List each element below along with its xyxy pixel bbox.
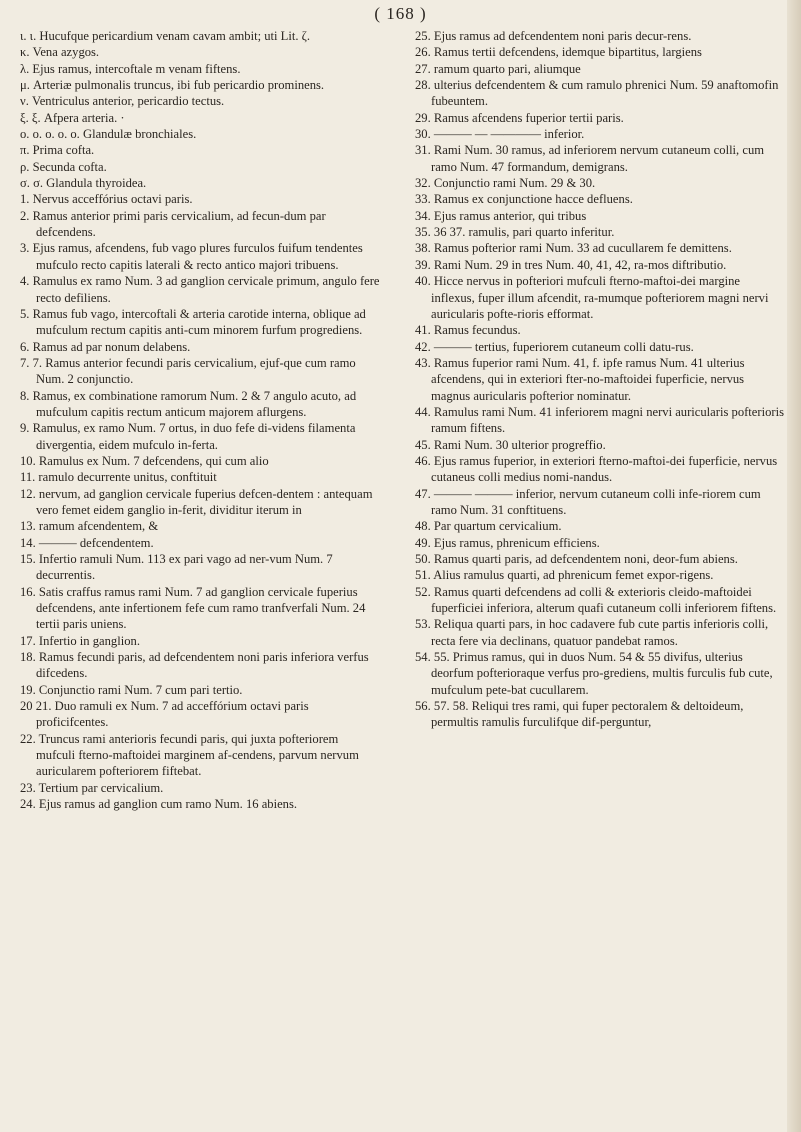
legend-entry: 18. Ramus fecundi paris, ad defcendentem noni paris inferiora verfus difcedens.	[20, 650, 369, 681]
legend-entry: 5. Ramus fub vago, intercoftali & arteria carotide interna, oblique ad mufculum rectum capitis anti-cum minorem furfum progrediens.	[20, 306, 366, 338]
legend-entry: 40. Hicce nervus in pofteriori mufculi fterno-maftoi-dei margine inflexus, fuper illum afcendit, ra-mumque pofteriorem magni nervi auricularis pofte-rioris efformat.	[415, 274, 769, 321]
legend-entry: 15. Infertio ramuli Num. 113 ex pari vago ad ner-vum Num. 7 decurrentis.	[20, 552, 333, 583]
legend-entry: π. Prima cofta.	[20, 143, 95, 158]
legend-entry: 54. 55. Primus ramus, qui in duos Num. 54 & 55 divifus, ulterius deorfum pofterioraque verfus pro-grediens, multis furculis fub cute, mufculum pete-bat cucullarem.	[415, 650, 773, 697]
legend-entry: 13. ramum afcendentem, &	[20, 519, 159, 534]
right-column	[415, 28, 785, 731]
legend-entry: 35. 36 37. ramulis, pari quarto inferitur.	[415, 225, 615, 240]
legend-entry: 24. Ejus ramus ad ganglion cum ramo Num. 16 abiens.	[20, 797, 298, 812]
legend-entry: ξ. ξ. Afpera arteria. ·	[20, 110, 125, 125]
legend-entry: 12. nervum, ad ganglion cervicale fuperius defcen-dentem : antequam vero femet eidem ganglio in-ferit, dividitur iterum in	[20, 486, 373, 517]
legend-entry: ι. ι. Hucufque pericardium venam cavam ambit; uti Lit. ζ.	[20, 29, 311, 43]
legend-entry: 50. Ramus quarti paris, ad defcendentem noni, deor-fum abiens.	[415, 552, 738, 566]
legend-entry: ν. Ventriculus anterior, pericardio tectus.	[20, 94, 225, 109]
legend-entry: 47. ——— ——— inferior, nervum cutaneum colli infe-riorem cum ramo Num. 31 conftituens.	[415, 486, 761, 517]
legend-entry: 6. Ramus ad par nonum delabens.	[20, 339, 191, 354]
legend-entry: 16. Satis craffus ramus rami Num. 7 ad ganglion cervicale fuperius defcendens, ante infertionem fefe cum ramo tranfverfali Num. 24 tertii paris uniens.	[20, 584, 366, 632]
legend-entry: 41. Ramus fecundus.	[415, 323, 521, 338]
legend-entry: 27. ramum quarto pari, aliumque	[415, 61, 581, 76]
legend-entry: 34. Ejus ramus anterior, qui tribus	[415, 208, 587, 223]
legend-entry: 46. Ejus ramus fuperior, in exteriori fterno-maftoi-dei fuperficie, nervus cutaneus colli medius nomi-nandus.	[415, 453, 778, 485]
legend-entry: 2. Ramus anterior primi paris cervicalium, ad fecun-dum par defcendens.	[20, 208, 326, 240]
page-header: ( 168 )	[374, 4, 427, 23]
legend-entry: ρ. Secunda cofta.	[20, 159, 107, 174]
left-column	[20, 28, 380, 813]
legend-entry: 10. Ramulus ex Num. 7 defcendens, qui cum alio	[20, 453, 269, 468]
legend-entry: 23. Tertium par cervicalium.	[20, 780, 164, 795]
legend-entry: 44. Ramulus rami Num. 41 inferiorem magni nervi auricularis pofterioris ramum fiftens.	[415, 404, 784, 436]
legend-entry: 28. ulterius defcendentem & cum ramulo phrenici Num. 59 anaftomofin fubeuntem.	[415, 78, 779, 109]
legend-entry: 20 21. Duo ramuli ex Num. 7 ad acceffórium octavi paris proficifcentes.	[20, 699, 309, 730]
legend-entry: 52. Ramus quarti defcendens ad colli & exterioris cleido-maftoidei fuperficiei inferiora, alterum quafi cutaneum colli inferiorem fiftens.	[415, 584, 777, 616]
legend-entry: 56. 57. 58. Reliqui tres rami, qui fuper pectoralem & deltoideum, permultis ramulis furculifque dif-perguntur,	[415, 699, 744, 730]
legend-entry: κ. Vena azygos.	[20, 45, 100, 60]
legend-entry: 32. Conjunctio rami Num. 29 & 30.	[415, 176, 596, 191]
legend-entry: 43. Ramus fuperior rami Num. 41, f. ipfe ramus Num. 41 ulterius afcendens, qui in exteriori fter-no-maftoidei fuperficie, nervus magnus auricularis pofterior nominatur.	[415, 355, 745, 403]
legend-entry: 33. Ramus ex conjunctione hacce defluens.	[415, 192, 633, 207]
legend-entry: 7. 7. Ramus anterior fecundi paris cervicalium, ejuf-que cum ramo Num. 2 conjunctio.	[20, 355, 356, 387]
legend-entry: 17. Infertio in ganglion.	[20, 633, 140, 648]
legend-entry: 11. ramulo decurrente unitus, conftituit	[20, 470, 217, 485]
legend-entry: σ. σ. Glandula thyroidea.	[20, 176, 147, 191]
legend-entry: 38. Ramus pofterior rami Num. 33 ad cucullarem fe demittens.	[415, 241, 732, 256]
page-edge	[787, 0, 801, 1132]
legend-entry: 53. Reliqua quarti pars, in hoc cadavere fub cute partis inferioris colli, recta fere via declinans, quatuor pandebat ramos.	[415, 617, 769, 648]
legend-entry: 30. ——— — ———— inferior.	[415, 127, 585, 142]
legend-entry: 9. Ramulus, ex ramo Num. 7 ortus, in duo fefe di-videns filamenta divergentia, eidem mufculo in-ferta.	[20, 421, 356, 452]
legend-entry: 45. Rami Num. 30 ulterior progreffio.	[415, 437, 606, 452]
legend-entry: 19. Conjunctio rami Num. 7 cum pari tertio.	[20, 682, 243, 697]
legend-entry: 3. Ejus ramus, afcendens, fub vago plures furculos fuifum tendentes mufculo recto capitis laterali & recto antico majori tribuens.	[20, 241, 363, 272]
legend-entry: 51. Alius ramulus quarti, ad phrenicum femet expor-rigens.	[415, 568, 714, 583]
legend-entry: 42. ——— tertius, fuperiorem cutaneum colli datu-rus.	[415, 339, 694, 354]
legend-entry: λ. Ejus ramus, intercoftale m venam fiftens.	[20, 61, 241, 76]
legend-entry: 22. Truncus rami anterioris fecundi paris, qui juxta pofteriorem mufculi fterno-maftoidei marginem af-cendens, parvum nervum auricularem pofteriorem fiftebat.	[20, 731, 359, 779]
legend-entry: 1. Nervus acceffórius octavi paris.	[20, 192, 193, 207]
legend-entry: 48. Par quartum cervicalium.	[415, 519, 562, 534]
legend-entry: 49. Ejus ramus, phrenicum efficiens.	[415, 535, 600, 550]
legend-entry: 26. Ramus tertii defcendens, idemque bipartitus, largiens	[415, 45, 702, 60]
legend-entry: 31. Rami Num. 30 ramus, ad inferiorem nervum cutaneum colli, cum ramo Num. 47 formandum, demigrans.	[415, 143, 765, 174]
legend-entry: 29. Ramus afcendens fuperior tertii paris.	[415, 110, 624, 125]
legend-entry: μ. Arteriæ pulmonalis truncus, ibi fub pericardio prominens.	[20, 78, 325, 93]
legend-entry: 14. ——— defcendentem.	[20, 535, 154, 550]
legend-entry: ο. ο. ο. ο. ο. Glandulæ bronchiales.	[20, 127, 197, 142]
legend-entry: 39. Rami Num. 29 in tres Num. 40, 41, 42, ra-mos diftributio.	[415, 257, 727, 272]
legend-entry: 8. Ramus, ex combinatione ramorum Num. 2 & 7 angulo acuto, ad mufculum capitis rectum anticum majorem aflurgens.	[20, 388, 357, 419]
legend-entry: 4. Ramulus ex ramo Num. 3 ad ganglion cervicale primum, angulo fere recto defiliens.	[20, 274, 380, 305]
legend-entry: 25. Ejus ramus ad defcendentem noni paris decur-rens.	[415, 29, 692, 43]
